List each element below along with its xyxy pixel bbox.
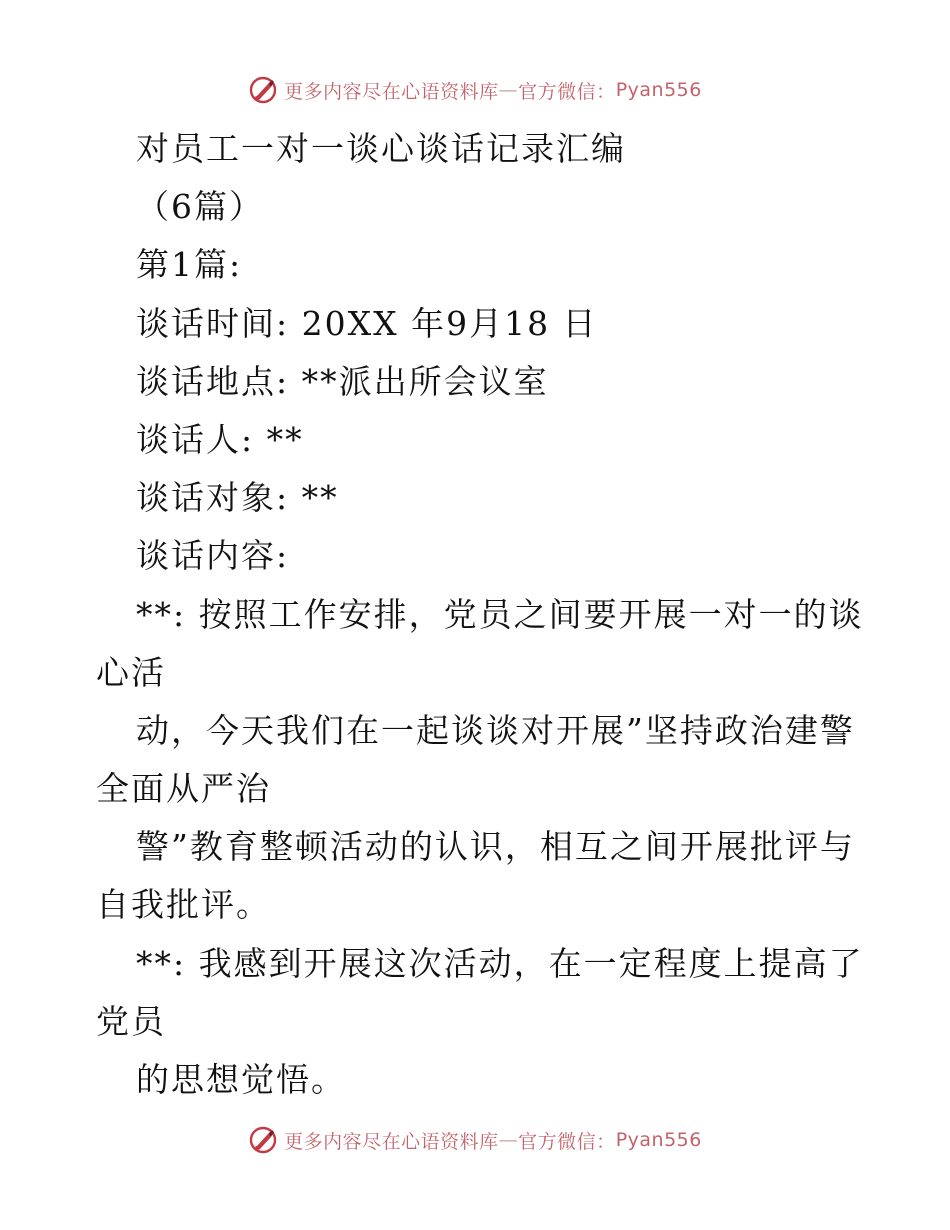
document-body <box>96 120 864 1109</box>
paragraph-line: 心活 <box>96 652 166 692</box>
brush-logo-icon <box>248 75 278 105</box>
talk-place: 谈话地点: **派出所会议室 <box>136 361 549 401</box>
footer-wechat-label: 官方微信： <box>518 1130 616 1153</box>
footer-dash: — <box>498 1129 519 1151</box>
talk-content-label: 谈话内容: <box>136 536 290 576</box>
talk-interviewee: 谈话对象: ** <box>136 478 339 518</box>
footer-watermark <box>0 1120 950 1160</box>
header-wechat-label: 官方微信： <box>518 80 616 103</box>
paragraph-line: 全面从严治 <box>96 769 271 809</box>
header-dash: — <box>498 79 519 101</box>
brush-logo-icon <box>248 1125 278 1155</box>
paragraph-line: 动，今天我们在一起谈谈对开展”坚持政治建警 <box>136 710 855 750</box>
header-site-name: 更多内容尽在心语资料库 <box>284 80 499 103</box>
paragraph-line: **: 我感到开展这次活动，在一定程度上提高了 <box>136 943 864 983</box>
paragraph-line: 党员 <box>96 1001 166 1041</box>
footer-wechat-account: Pyan556 <box>615 1129 702 1151</box>
header-watermark <box>0 70 950 110</box>
footer-site-name: 更多内容尽在心语资料库 <box>284 1130 499 1153</box>
paragraph-line: **: 按照工作安排，党员之间要开展一对一的谈 <box>136 594 864 634</box>
paragraph-line: 的思想觉悟。 <box>136 1060 346 1099</box>
section-heading: 第1篇: <box>136 245 243 285</box>
header-wechat-account: Pyan556 <box>615 79 702 101</box>
document-count: （6篇） <box>136 187 264 227</box>
paragraph-line: 自我批评。 <box>96 885 271 925</box>
talk-time: 谈话时间: 20XX 年9月18 日 <box>136 303 598 343</box>
talk-interviewer: 谈话人: ** <box>136 419 304 459</box>
paragraph-line: 警”教育整顿活动的认识，相互之间开展批评与 <box>136 827 855 867</box>
document-title: 对员工一对一谈心谈话记录汇编 <box>136 129 626 168</box>
